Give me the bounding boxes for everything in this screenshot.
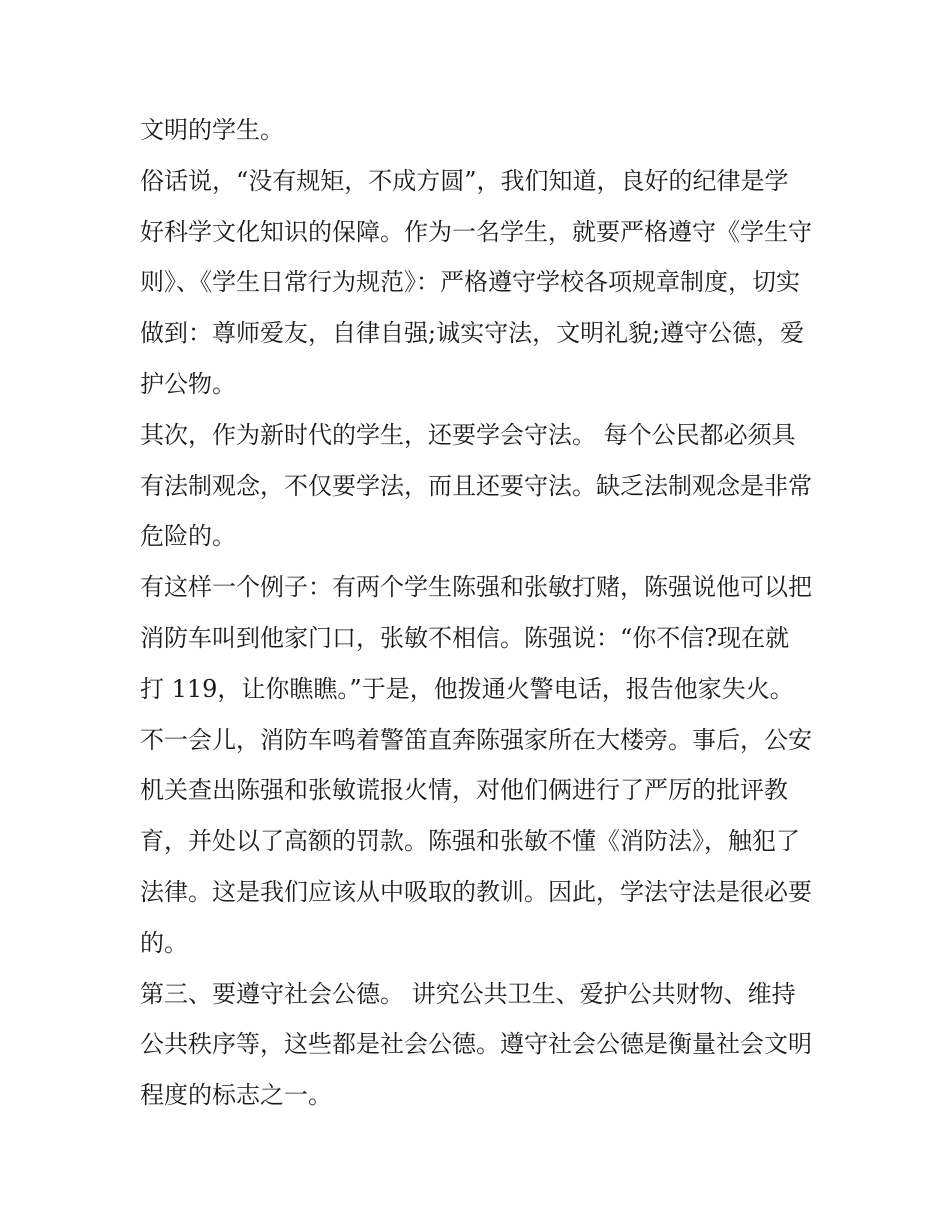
paragraph: 有这样一个例子：有两个学生陈强和张敏打赌，陈强说他可以把消防车叫到他家门口，张敏不相信。陈强说：“你不信?现在就打 119，让你瞧瞧。”于是，他拨通火警电话，报告他家失火。不一会儿，消防车鸣着警笛直奔陈强家所在大楼旁。事后，公安机关查出陈强和张敏谎报火情，对他们俩进行了严厉的批评教育，并处以了高额的罚款。陈强和张敏不懂《消防法》，触犯了法律。这是我们应该从中吸取的教训。因此，学法守法是很必要的。 (140, 573, 812, 957)
paragraph: 俗话说，“没有规矩，不成方圆”，我们知道，良好的纪律是学好科学文化知识的保障。作为一名学生，就要严格遵守《学生守则》、《学生日常行为规范》：严格遵守学校各项规章制度，切实做到：尊师爱友，自律自强;诚实守法，文明礼貌;遵守公德，爱护公物。 (140, 166, 812, 398)
paragraph: 第三、要遵守社会公德。 讲究公共卫生、爱护公共财物、维持公共秩序等，这些都是社会公德。遵守社会公德是衡量社会文明程度的标志之一。 (140, 979, 812, 1110)
document-body (140, 105, 812, 1121)
paragraph: 文明的学生。 (140, 116, 284, 144)
paragraph: 其次，作为新时代的学生，还要学会守法。 每个公民都必须具有法制观念，不仅要学法，而且还要守法。缺乏法制观念是非常危险的。 (140, 420, 812, 551)
